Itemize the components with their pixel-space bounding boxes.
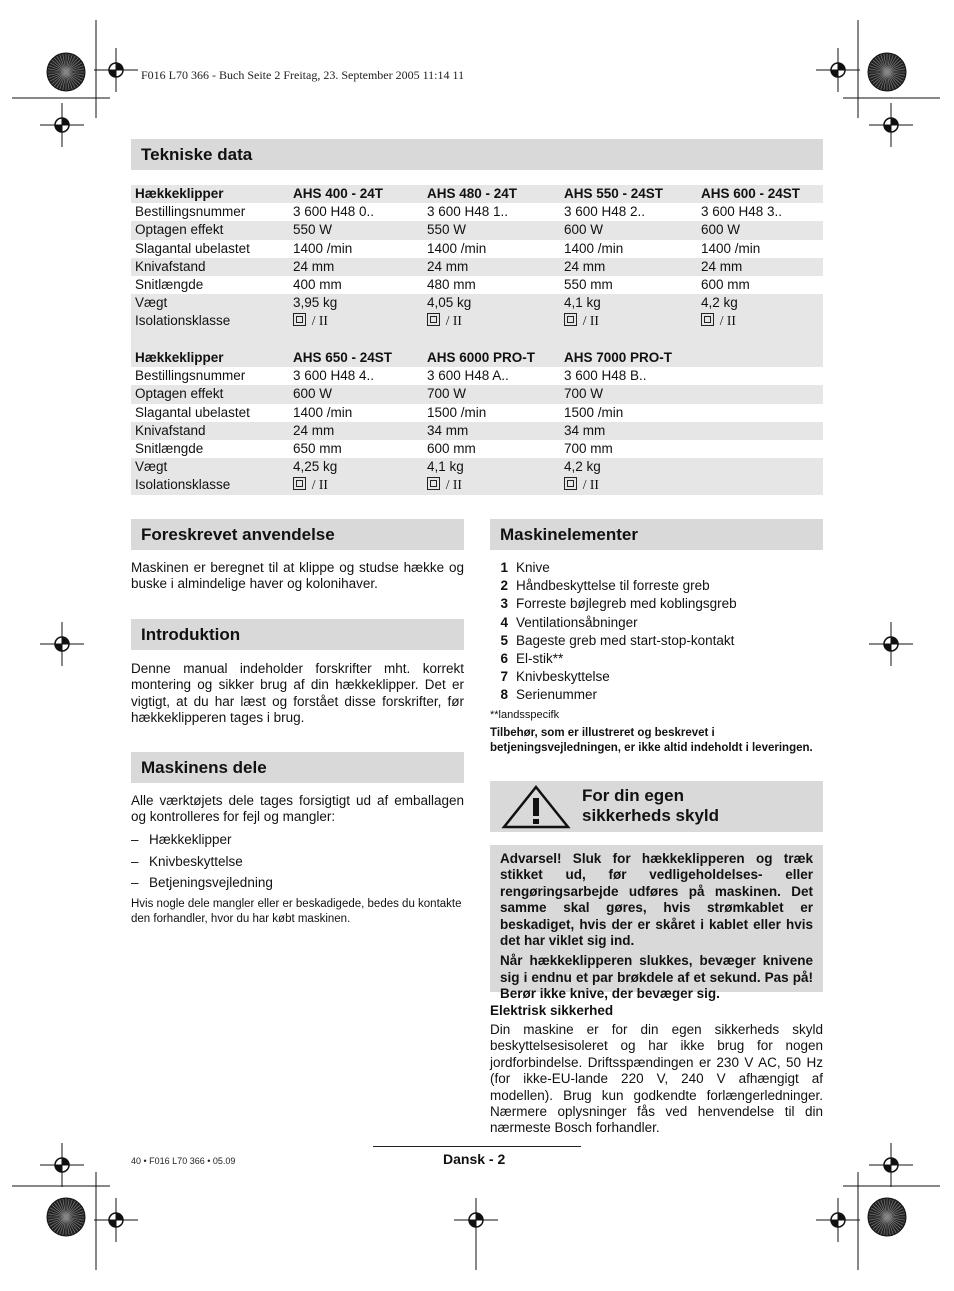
- introduction-title: Introduktion: [141, 624, 241, 644]
- machine-elements-heading: [490, 519, 823, 550]
- table-cell: / II: [423, 312, 560, 330]
- table-cell: 3 600 H48 2..: [564, 204, 646, 220]
- table-cell: Optagen effekt: [131, 385, 289, 403]
- print-header: F016 L70 366 - Buch Seite 2 Freitag, 23. September 2005 11:14 11: [141, 68, 465, 82]
- table-cell: / II: [289, 476, 423, 494]
- table-cell: 1500 /min: [427, 404, 487, 420]
- table-cell: 1400 /min: [427, 240, 487, 256]
- table-row: [131, 294, 823, 312]
- list-item: – Hækkeklipper: [131, 832, 232, 847]
- electrical-text: Din maskine er for din egen sikkerheds skyld beskyttelsesisoleret og har ikke brug for nogen jordforbindelse. Driftsspændingen er 230 V AC, 50 Hz (for ikke-EU-lande 220 V, 240 V afhængigt af modellen). Brug kun godkendte forlængerledninger. Nærmere oplysninger fås ved henvendelse til din nærmeste Bosch forhandler.: [490, 1022, 823, 1136]
- table-row: [131, 404, 823, 422]
- table-cell: [697, 440, 823, 458]
- accessories-note: Tilbehør, som er illustreret og beskrevet i betjeningsvejledningen, er ikke altid indeholdt i leveringen.: [490, 727, 813, 754]
- list-item: 8 Serienummer: [500, 687, 598, 703]
- table-row: [131, 240, 823, 258]
- table-cell: 3 600 H48 4..: [293, 368, 375, 384]
- table-cell: 4,1 kg: [423, 458, 560, 476]
- table-cell: 3 600 H48 A..: [427, 368, 509, 384]
- header-cell: AHS 650 - 24ST: [289, 349, 423, 367]
- page-number: Dansk - 2: [443, 1151, 506, 1167]
- table-cell: Bestillingsnummer: [135, 204, 246, 220]
- table-cell: 600 mm: [701, 277, 750, 293]
- table-cell: 600 W: [697, 221, 823, 239]
- safety-title: For din egen sikkerheds skyld: [582, 786, 720, 825]
- footer-code: 40 • F016 L70 366 • 05.09: [131, 1156, 236, 1166]
- warning-text-2: Når hækkeklipperen slukkes, bevæger knivene sig i endnu et par brøkdele af et sekund. Pas på! Berør ikke knive, der bevæger sig.: [500, 953, 813, 1002]
- header-cell: AHS 400 - 24T: [289, 185, 423, 203]
- header-cell: AHS 7000 PRO-T: [560, 349, 697, 367]
- parts-title: Maskinens dele: [141, 757, 267, 777]
- warning-box: [490, 845, 823, 1002]
- table-spacer: [131, 331, 823, 349]
- table-cell: 4,1 kg: [560, 294, 697, 312]
- table-cell: 1500 /min: [564, 404, 624, 420]
- table-cell: Slagantal ubelastet: [135, 240, 250, 256]
- parts-heading: [131, 752, 464, 783]
- machine-elements-footnote: **landsspecifk: [490, 709, 560, 721]
- machine-elements-list: [490, 559, 823, 705]
- table-cell: 600 mm: [427, 441, 476, 457]
- list-item: 3 Forreste bøjlegreb med koblingsgreb: [500, 596, 737, 612]
- intended-use-heading: [131, 519, 464, 550]
- list-item: 2 Håndbeskyttelse til forreste greb: [500, 578, 710, 594]
- header-cell: AHS 480 - 24T: [423, 185, 560, 203]
- table-row: [131, 440, 823, 458]
- header-cell: Hækkeklipper: [131, 349, 289, 367]
- warning-triangle-icon: [500, 783, 572, 831]
- table-cell: 550 W: [289, 221, 423, 239]
- table-cell: 550 mm: [564, 277, 613, 293]
- warning-text-1: Advarsel! Sluk for hækkeklipperen og træk stikket ud, før vedligeholdelses- eller rengøringsarbejde udføres på maskinen. Det samme skal gøres, hvis strømkablet er beskadiget, hvis der er skåret i kablet eller hvis det har viklet sig ind.: [500, 851, 813, 949]
- header-cell: AHS 550 - 24ST: [560, 185, 697, 203]
- table-cell: 1400 /min: [564, 240, 624, 256]
- table-row: [131, 276, 823, 294]
- table-cell: 1400 /min: [293, 240, 353, 256]
- spec-table-1: [131, 185, 823, 331]
- safety-heading: [490, 781, 823, 832]
- electrical-title: Elektrisk sikkerhed: [490, 1003, 614, 1018]
- list-item: 7 Knivbeskyttelse: [500, 669, 610, 685]
- table-cell: 1400 /min: [701, 240, 761, 256]
- table-cell: [697, 476, 823, 494]
- table-cell: 550 W: [423, 221, 560, 239]
- table-cell: / II: [289, 312, 423, 330]
- table-cell: 600 W: [560, 221, 697, 239]
- table-row: [131, 258, 823, 276]
- list-item: – Betjeningsvejledning: [131, 875, 273, 890]
- table-header-row: [131, 349, 823, 367]
- table-cell: 4,05 kg: [423, 294, 560, 312]
- spec-table-2: [131, 349, 823, 495]
- table-cell: 700 W: [423, 385, 560, 403]
- parts-list: [131, 829, 464, 894]
- list-item: 4 Ventilationsåbninger: [500, 614, 638, 630]
- table-cell: 3 600 H48 0..: [293, 204, 375, 220]
- table-cell: [697, 458, 823, 476]
- table-cell: 34 mm: [423, 422, 560, 440]
- header-cell: AHS 600 - 24ST: [697, 185, 823, 203]
- intended-use-title: Foreskrevet anvendelse: [141, 524, 335, 544]
- table-row: [131, 312, 823, 330]
- table-cell: 3 600 H48 B..: [564, 368, 647, 384]
- machine-elements-title: Maskinelementer: [500, 524, 638, 544]
- footer-rule: [373, 1146, 581, 1147]
- table-cell: Optagen effekt: [131, 221, 289, 239]
- introduction-heading: [131, 619, 464, 650]
- table-cell: [697, 385, 823, 403]
- table-cell: 34 mm: [560, 422, 697, 440]
- table-cell: 4,25 kg: [289, 458, 423, 476]
- table-cell: Snitlængde: [135, 441, 204, 457]
- protection-class-icon: [701, 313, 714, 326]
- protection-class-icon: [293, 313, 306, 326]
- table-cell: 24 mm: [289, 422, 423, 440]
- parts-text: Alle værktøjets dele tages forsigtigt ud af emballagen og kontrolleres for fejl og mangler:: [131, 793, 464, 825]
- table-cell: 24 mm: [289, 258, 423, 276]
- table-cell: / II: [423, 476, 560, 494]
- table-row: [131, 385, 823, 403]
- list-item: – Knivbeskyttelse: [131, 853, 243, 869]
- table-cell: Slagantal ubelastet: [135, 404, 250, 420]
- list-item: 6 El-stik**: [500, 650, 564, 666]
- protection-class-icon: [564, 477, 577, 490]
- protection-class-icon: [564, 313, 577, 326]
- table-cell: 650 mm: [293, 441, 342, 457]
- table-row: [131, 422, 823, 440]
- list-item: 1 Knive: [500, 560, 550, 575]
- parts-note: Hvis nogle dele mangler eller er beskadigede, bedes du kontakte den forhandler, hvor du har købt maskinen.: [131, 898, 462, 925]
- protection-class-icon: [427, 477, 440, 490]
- table-cell: Knivafstand: [131, 258, 289, 276]
- tech-data-heading: [131, 139, 823, 170]
- table-cell: Snitlængde: [135, 277, 204, 293]
- list-item: 5 Bageste greb med start-stop-kontakt: [500, 632, 735, 648]
- introduction-text: Denne manual indeholder forskrifter mht. korrekt montering og sikker brug af din hækkeklipper. Det er vigtigt, at du har læst og forstået disse forskrifter, før hækkeklipperen tages i brug.: [131, 661, 464, 726]
- intended-use-text: Maskinen er beregnet til at klippe og studse hække og buske i almindelige haver og kolonihaver.: [131, 560, 464, 592]
- table-cell: / II: [697, 312, 823, 330]
- table-cell: 700 W: [560, 385, 697, 403]
- table-row: [131, 458, 823, 476]
- table-cell: 24 mm: [697, 258, 823, 276]
- table-cell: [697, 404, 823, 422]
- table-cell: [697, 422, 823, 440]
- table-cell: [697, 367, 823, 385]
- protection-class-icon: [293, 477, 306, 490]
- table-row: [131, 221, 823, 239]
- table-cell: Bestillingsnummer: [135, 368, 246, 384]
- table-cell: Isolationsklasse: [131, 476, 289, 494]
- header-cell: AHS 6000 PRO-T: [423, 349, 560, 367]
- header-cell: Hækkeklipper: [131, 185, 289, 203]
- table-cell: 600 W: [289, 385, 423, 403]
- table-cell: 700 mm: [564, 441, 613, 457]
- table-cell: 480 mm: [427, 277, 476, 293]
- tech-data-title: Tekniske data: [141, 144, 253, 164]
- table-cell: 4,2 kg: [560, 458, 697, 476]
- table-cell: Knivafstand: [131, 422, 289, 440]
- table-cell: 3 600 H48 3..: [701, 204, 783, 220]
- table-cell: Isolationsklasse: [131, 312, 289, 330]
- table-row: [131, 476, 823, 494]
- table-cell: Vægt: [131, 294, 289, 312]
- table-cell: 3,95 kg: [289, 294, 423, 312]
- table-header-row: [131, 185, 823, 203]
- table-cell: 24 mm: [560, 258, 697, 276]
- table-cell: 4,2 kg: [697, 294, 823, 312]
- table-cell: 400 mm: [293, 277, 342, 293]
- table-cell: Vægt: [131, 458, 289, 476]
- table-cell: 3 600 H48 1..: [427, 204, 509, 220]
- table-cell: 24 mm: [423, 258, 560, 276]
- table-cell: 1400 /min: [293, 404, 353, 420]
- table-cell: / II: [560, 312, 697, 330]
- table-row: [131, 203, 823, 221]
- protection-class-icon: [427, 313, 440, 326]
- table-row: [131, 367, 823, 385]
- table-cell: / II: [560, 476, 697, 494]
- header-cell: [697, 349, 823, 367]
